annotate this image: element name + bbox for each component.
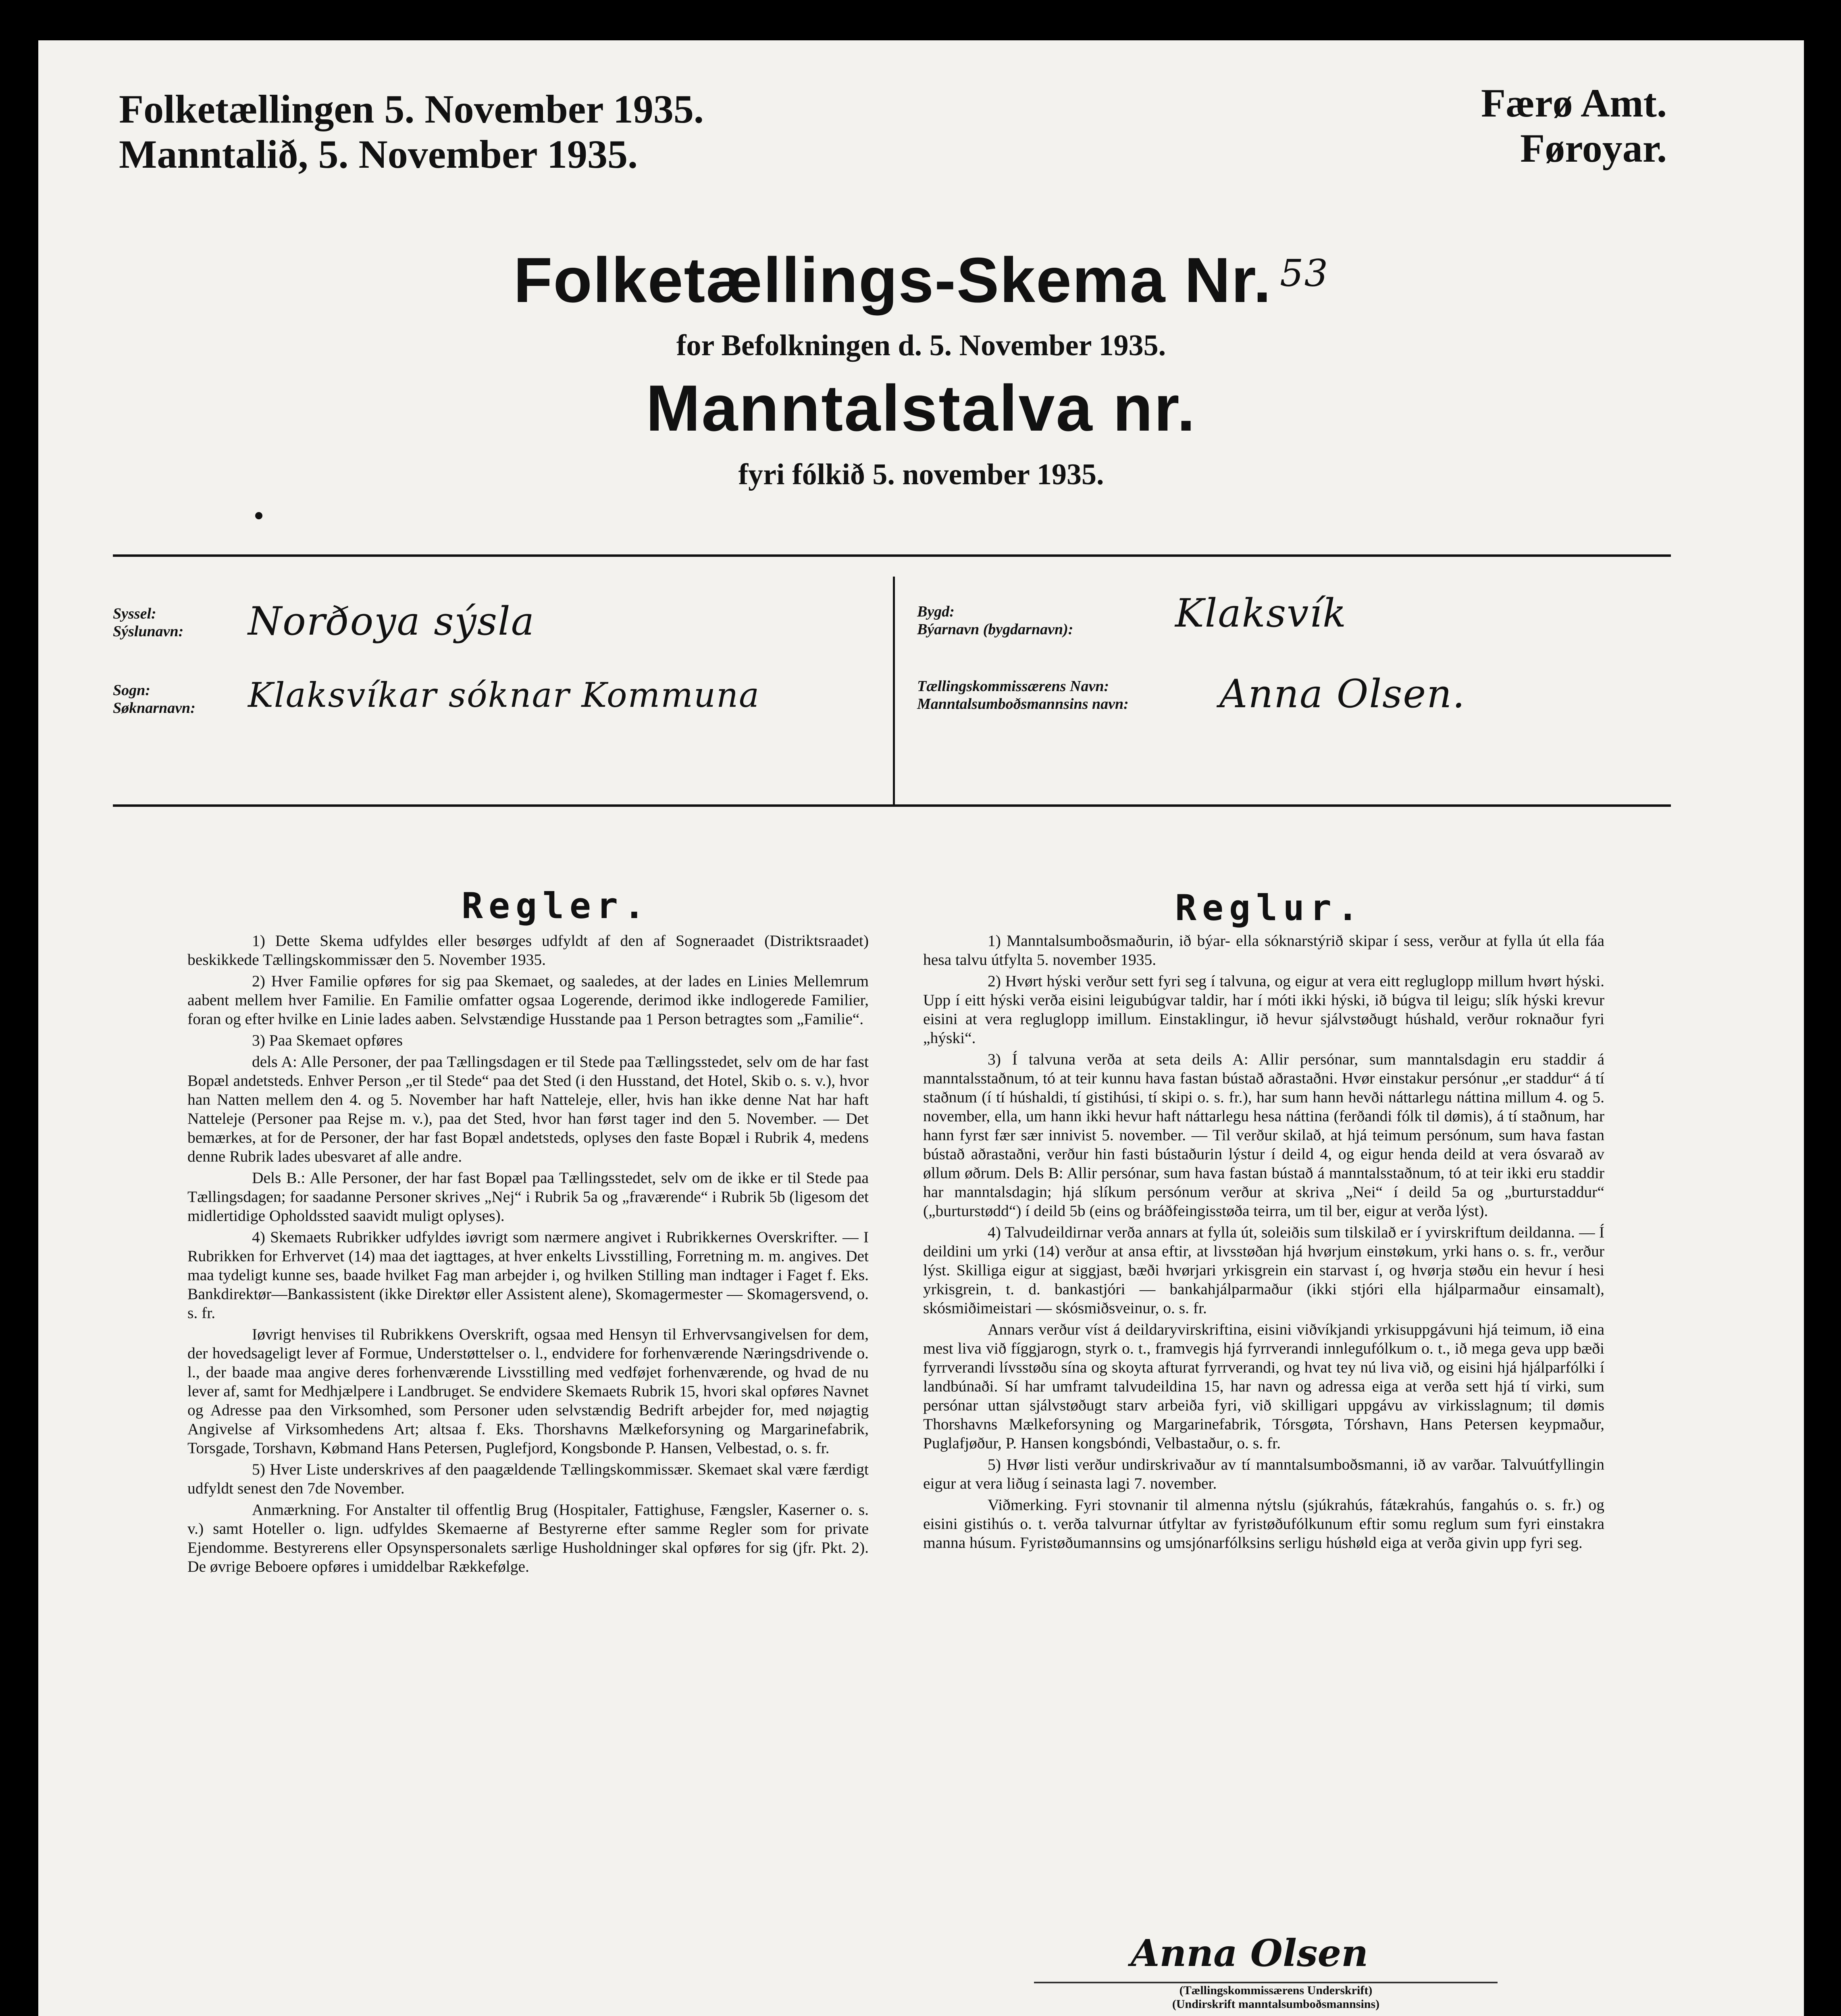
divider-top — [113, 554, 1671, 557]
reglur-paragraph: 4) Talvudeildirnar verða annars at fylla út, soleiðis sum tilskilað er í yvirskriftum deildanna. — Í deildini um yrki (14) verður at ansa eftir, at livsstøðan hjá hvørjum einstøkum, yrki hans o. s. fr., verður lýst. Skilliga eigur at siggjast, bæði hvørjari yrkisgrein ein starvast í, og hvørja støðu ein hevur í hesi yrkisgrein, t. d. bankastjóri — bankahjálparmaður (ikki stjóri ella hjálparmaður einsamalt), skósmiðimeistari — skósmiðsveinur, o. s. fr. — [923, 1223, 1604, 1317]
reglur-heading: Reglur. — [1175, 887, 1364, 929]
form-number: 53 — [1280, 252, 1329, 295]
regler-paragraph: 5) Hver Liste underskrives af den paagældende Tællingskommissær. Skemaet skal være færdigt udfyldt senest den 7de November. — [187, 1460, 869, 1497]
faroese-title: Manntalstalva nr. — [646, 372, 1196, 445]
reglur-paragraph: Viðmerking. Fyri stovnanir til almenna nýtslu (sjúkrahús, fátækrahús, fangahús o. s. fr.) og eisini gistihús o. t. verða talvurnar útfyltar av fyristøðufólkunum eftir somu reglum sum fyri einstakra manna húsum. Fyristøðumannsins og umsjónarfólksins serligu húshøld eiga at verða givin upp fyri seg. — [923, 1496, 1604, 1552]
danish-title — [38, 244, 1804, 317]
signature-line — [1034, 1982, 1498, 1983]
header-right-line2: Føroyar. — [1520, 126, 1667, 171]
bygd-value: Klaksvík — [1175, 591, 1347, 636]
kommissaer-value: Anna Olsen. — [1219, 671, 1466, 716]
signature-caption: (Tællingskommissærens Underskrift) (Undirskrift manntalsumboðsmannsins) — [1172, 1984, 1380, 2011]
syssel-label: Syssel: Sýslunavn: — [113, 605, 184, 640]
bygd-label: Bygd: Býarnavn (bygdarnavn): — [917, 603, 1073, 638]
header-left — [119, 87, 704, 177]
syssel-value: Norðoya sýsla — [248, 599, 535, 644]
reglur-paragraph: 2) Hvørt hýski verður sett fyri seg í talvuna, og eigur at vera eitt regluglopp millum hvørt hýski. Upp í eitt hýski verða eisini leigubúgvar taldir, har í móti ikki hýski, ið búgva til leigu; slík hýski krevur eisini at vera regluglopp imillum. Einstaklingur, ið hevur sjálvstøðugt húshald, verður roknaður fyri „hýski“. — [923, 972, 1604, 1047]
signature: Anna Olsen — [1131, 1931, 1369, 1975]
census-form — [38, 40, 1804, 2016]
reglur-paragraph: 1) Manntalsumboðsmaðurin, ið býar- ella sóknarstýrið skipar í sess, verður at fylla út ella fáa hesa talvu útfylta 5. november 1935. — [923, 932, 1604, 968]
reglur-paragraph: 3) Í talvuna verða at seta deils A: Allir persónar, sum manntalsdagin eru staddir á manntalsstaðnum, tó at teir kunnu hava fastan bústað aðrastaðni. Hvør einstakur persónur „er staddur“ á tí staðnum (í tí húshaldi, tí gistihúsi, tí skipi o. s. fr.), har sum hann hevði náttarlegu náttina millum 4. og 5. november, ella, um hann ikki hevur haft náttarlegu hesa náttina (ferðandi fólk til dømis), á tí staðnum, har hann fyrst fær sær innivist 5. november. — Til verður skilað, at hjá teimum persónum, sum hava fastan bústað aðrastaðni, verður hin fasti bústaðurin lýstur í deild 4, og eigur henda deild at vera ósvarað av øllum øðrum. Dels B: Allir persónar, sum hava fastan bústað á manntalsstaðnum, tó at teir ikki eru staddir har manntalsdagin; hjá slíkum persónum verður at skriva „Nei“ í deild 5a og „burturstaddur“ („burturstødd“) í deild 5b (eins og bráðfeingisstøða teirra, um til ber, eigur at verða lýst). — [923, 1050, 1604, 1220]
ink-dot — [255, 512, 262, 519]
kommissaer-label: Tællingskommissærens Navn: Manntalsumboðsmannsins navn: — [917, 678, 1129, 712]
sogn-value: Klaksvíkar sóknar Kommuna — [248, 675, 760, 715]
regler-heading: Regler. — [462, 885, 651, 927]
regler-paragraph: 4) Skemaets Rubrikker udfyldes iøvrigt som nærmere angivet i Rubrikkernes Overskrifter. — I Rubrikken for Erhvervet (14) maa det iagttages, at hver enkelts Livsstilling, Forretning m. m. angives. Det maa tydeligt kunne ses, baade hvilket Fag man arbejder i, og hvilken Stilling man indtager i Faget f. Eks. Bankdirektør—Bankassistent (ikke Direktør eller Assistent alene), Skomagermester — Skomagersvend, o. s. fr. — [187, 1228, 869, 1322]
danish-title-text: Folketællings-Skema Nr. — [513, 245, 1272, 316]
regler-paragraph: 3) Paa Skemaet opføres — [252, 1031, 403, 1049]
regler-paragraph: dels A: Alle Personer, der paa Tællingsdagen er til Stede paa Tællingsstedet, selv om de har fast Bopæl andetsteds. Enhver Person „er til Stede“ paa det Sted (i den Husstand, det Hotel, Skib o. s. v.), hvor han Natten mellem den 4. og 5. November har haft Natteleje, eller, hvis han ikke denne Nat har haft Natteleje (Personer paa Rejse m. v.), paa det Sted, hvor han først tager ind den 5. November. — Det bemærkes, at for de Personer, der har fast Bopæl andetsteds, oplyses den faste Bopæl i Rubrik 4, medens denne Rubrik lades ubesvaret af alle andre. — [187, 1053, 869, 1165]
regler-paragraph: 1) Dette Skema udfyldes eller besørges udfyldt af den af Sogneraadet (Distriktsraadet) beskikkede Tællingskommissær den 5. November 1935. — [187, 932, 869, 968]
regler-paragraph: Iøvrigt henvises til Rubrikkens Overskrift, ogsaa med Hensyn til Erhvervsangivelsen for dem, der hovedsageligt lever af Formue, Understøttelser o. l., endvidere for forhenværende Næringsdrivende o. l., der baade maa angive deres forhenværende Livsstilling med vedføjet forhenværende, og hvad de nu lever af, samt for Medhjælpere i Landbruget. Se endvidere Skemaets Rubrik 15, hvori skal opføres Navnet og Adresse paa den Virksomhed, som Personer uden selvstændig Bedrift arbejder for, med nøjagtig Angivelse af Virksomhedens Art; altsaa f. Eks. Thorshavns Mælkeforsyning og Margarinefabrik, Torsgade, Torshavn, Købmand Hans Petersen, Puglefjord, Kongsbonde P. Hansen, Velbestad, o. s. fr. — [187, 1325, 869, 1457]
regler-paragraph: 2) Hver Familie opføres for sig paa Skemaet, og saaledes, at der lades en Linies Mellemrum aabent mellem hver Familie. En Familie omfatter ogsaa Logerende, derimod ikke indlogerede Familier, foran og efter hvilke en Linie lades aaben. Selvstændige Husstande paa 1 Person betragtes som „Familie“. — [187, 972, 869, 1028]
header-left-line1: Folketællingen 5. November 1935. — [119, 87, 704, 131]
faroese-subtitle: fyri fólkið 5. november 1935. — [738, 458, 1104, 491]
header-right — [1481, 81, 1667, 171]
danish-subtitle: for Befolkningen d. 5. November 1935. — [676, 329, 1166, 362]
reglur-paragraph: Annars verður víst á deildaryvirskriftina, eisini viðvíkjandi yrkisuppgávuni hjá teimum, ið eina mest liva við fíggjarogn, styrk o. t., framvegis hjá fyrrverandi innlegufólkum o. t., ið mega geva upp bæði fyrrverandi lívsstøðu sína og skoyta afturat fyrrverandi, og hvat tey nú liva við, og eisini hjá hjálparfólki í landbúnaði. Sí har umframt talvudeildina 15, har navn og adressa eiga at verða sett hjá tí virki, sum persónar uttan sjálvstøðugt starv arbeiða fyri, við skilligari uppgávu av virkisslagnum; til dømis Thorshavns Mælkeforsyning og Margarinefabrik, Tórsgøta, Tórshavn, Hans Petersen keypmaður, Puglafjøður, P. Hansen kongsbóndi, Velbastaður, o. s. fr. — [923, 1320, 1604, 1452]
divider-vertical — [893, 577, 895, 806]
header-right-line1: Færø Amt. — [1481, 81, 1667, 125]
sogn-label: Sogn: Søknarnavn: — [113, 682, 196, 716]
reglur-paragraph: 5) Hvør listi verður undirskrivaður av tí manntalsumboðsmanni, ið av varðar. Talvuútfyllingin eigur at vera liðug í seinasta lagi 7. november. — [923, 1456, 1604, 1492]
regler-paragraph: Anmærkning. For Anstalter til offentlig Brug (Hospitaler, Fattighuse, Fængsler, Kaserner o. s. v.) samt Hoteller o. lign. udfyldes Skemaerne af Bestyrerne efter samme Regler som for private Ejendomme. Bestyrerens eller Opsynspersonalets særlige Husholdninger skal opføres for sig (jfr. Pkt. 2). De øvrige Beboere opføres i umiddelbar Rækkefølge. — [187, 1501, 869, 1575]
regler-paragraph: Dels B.: Alle Personer, der har fast Bopæl paa Tællingsstedet, selv om de ikke er til Stede paa Tællingsdagen; for saadanne Personer skrives „Nej“ i Rubrik 5a og „fraværende“ i Rubrik 5b (ligesom det midlertidige Opholdssted saavidt muligt oplyses). — [187, 1169, 869, 1225]
reglur-column — [923, 931, 1604, 1555]
header-left-line2: Manntalið, 5. November 1935. — [119, 132, 638, 177]
divider-bottom — [113, 804, 1671, 807]
regler-column — [187, 931, 869, 1579]
